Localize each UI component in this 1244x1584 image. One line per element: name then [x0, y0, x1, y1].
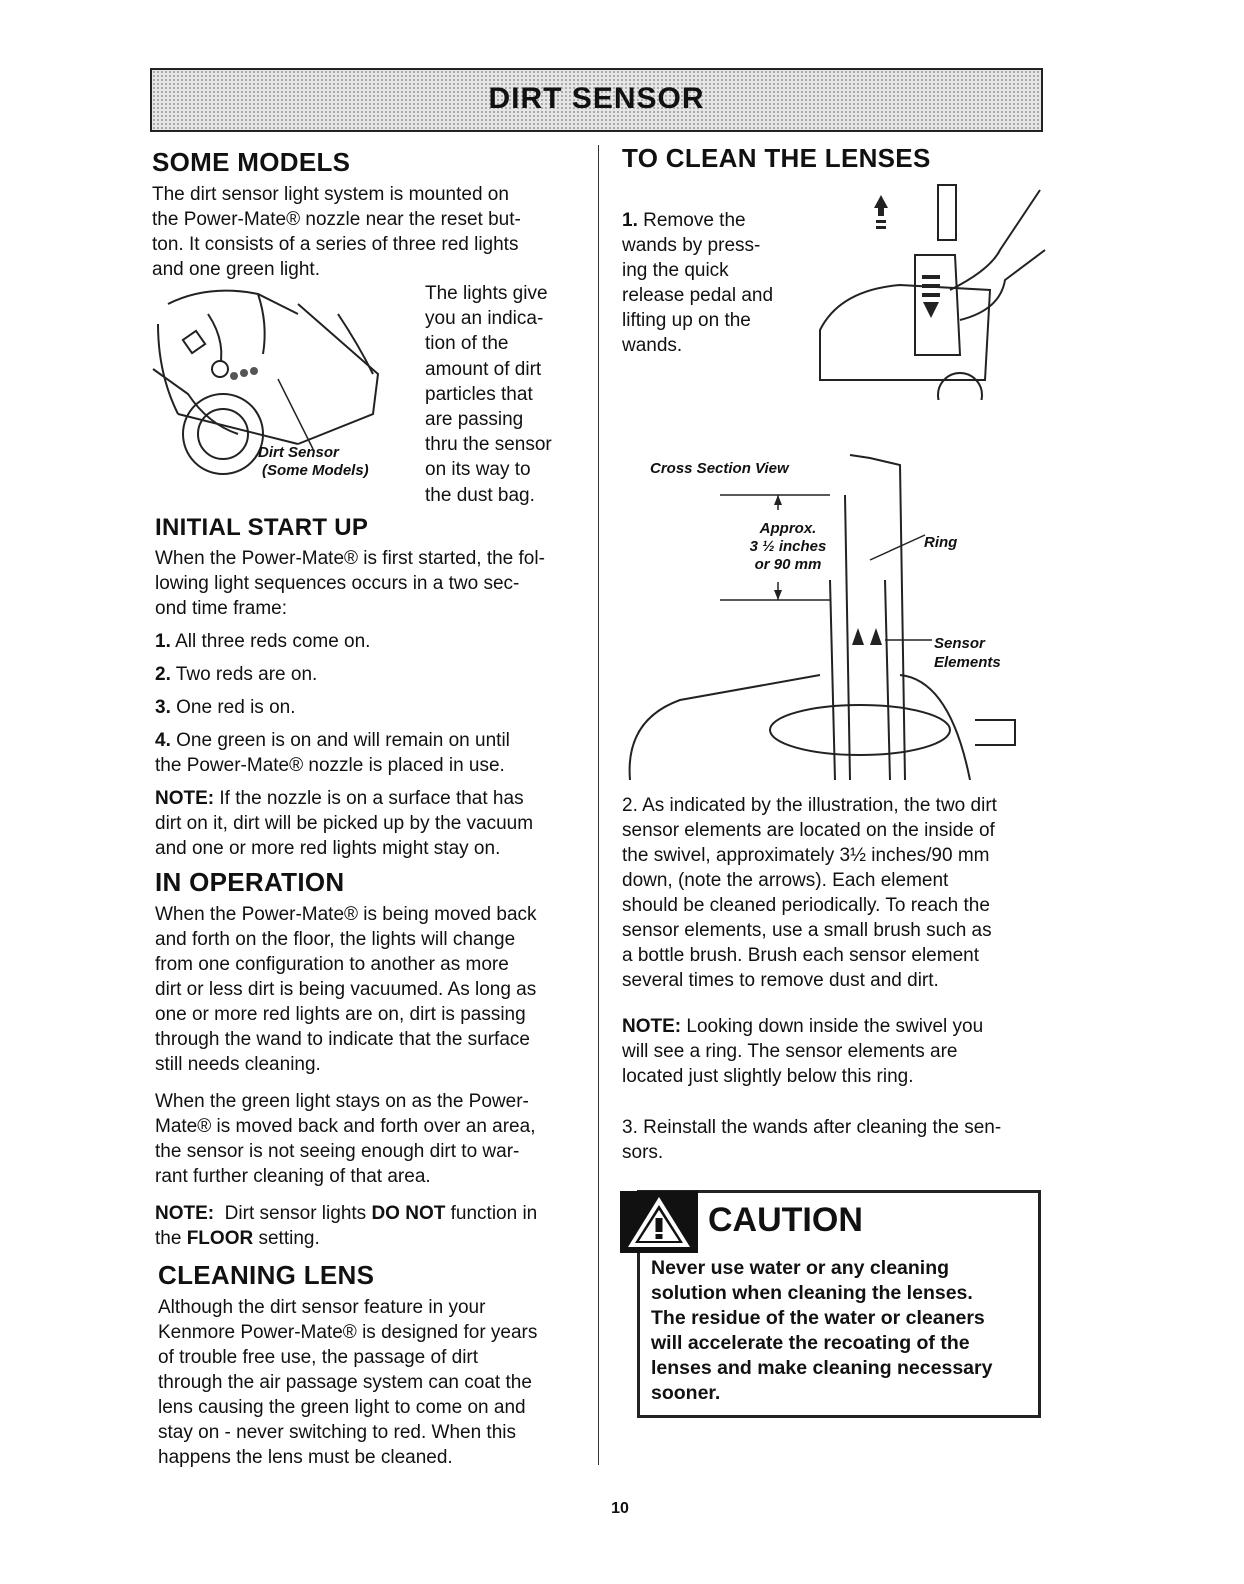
initial-start-section [155, 514, 585, 861]
step-4: 4. One green is on and will remain on until the Power-Mate® nozzle is placed in use. [155, 730, 510, 776]
approx-label: Approx. 3 ½ inches or 90 mm [749, 520, 827, 573]
dirt-sensor-label: Dirt Sensor [258, 444, 339, 461]
right-note: NOTE: Looking down inside the swivel you will see a ring. The sensor elements are located just slightly below this ring. [622, 1016, 984, 1087]
step-2: 2. Two reds are on. [155, 664, 318, 685]
section-banner [150, 68, 1043, 132]
sensor-elements-label: Sensor Elements [934, 635, 1001, 671]
some-models-section [152, 147, 582, 282]
some-models-intro: The dirt sensor light system is mounted on the Power-Mate® nozzle near the reset but- ton. It consists of a series of three red lights and one green light. [152, 184, 521, 280]
cleaning-lens-heading: CLEANING LENS [158, 1260, 375, 1290]
caution-icon-block [620, 1191, 698, 1253]
step-2-text: 2. As indicated by the illustration, the two dirt sensor elements are located on the inside of the swivel, approximately 3½ inches/90 mm down, (note the arrows). Each element should be cleaned periodically. To reach the sensor elements, use a small brush such as a bottle brush. Brush each sensor element several times to remove dust and dirt. [622, 795, 997, 991]
some-models-heading: SOME MODELS [152, 147, 351, 177]
in-operation-p1: When the Power-Mate® is being moved back and forth on the floor, the lights will change from one configuration to another as more dirt or less dirt is being vacuumed. As long as one or more red lights are on, dirt is passing through the wand to indicate that the surface still needs cleaning. [155, 904, 537, 1075]
cross-section-label: Cross Section View [650, 460, 789, 477]
cross-section-illustration [620, 450, 1020, 780]
wand-release-illustration [810, 180, 1050, 400]
clean-lenses-heading: TO CLEAN THE LENSES [622, 143, 931, 173]
step-1: 1. All three reds come on. [155, 631, 371, 652]
in-operation-note: NOTE: Dirt sensor lights DO NOT function in the FLOOR setting. [155, 1203, 538, 1249]
initial-start-note: NOTE: If the nozzle is on a surface that has dirt on it, dirt will be picked up by the vacuum and one or more red lights might stay on. [155, 788, 534, 859]
caution-title: CAUTION [708, 1201, 863, 1239]
step-1-remove-wands: 1. Remove the wands by press- ing the quick release pedal and lifting up on the wands. [622, 210, 774, 356]
in-operation-heading: IN OPERATION [155, 867, 345, 897]
lights-indication-text: The lights give you an indica- tion of the amount of dirt particles that are passing thru the sensor on its way to the dust bag. [425, 283, 552, 506]
in-operation-p2: When the green light stays on as the Power- Mate® is moved back and forth over an area, the sensor is not seeing enough dirt to war- rant further cleaning of that area. [155, 1091, 536, 1187]
ring-label: Ring [924, 534, 958, 551]
cleaning-lens-section [158, 1260, 588, 1470]
page-title: DIRT SENSOR [488, 82, 705, 115]
step-3: 3. One red is on. [155, 697, 296, 718]
caution-text: Never use water or any cleaning solution when cleaning the lenses. The residue of the water or cleaners will accelerate the recoating of the lenses and make cleaning necessary sooner. [651, 1257, 993, 1404]
step-3-text: 3. Reinstall the wands after cleaning the sen- sors. [622, 1117, 1002, 1163]
column-divider [598, 145, 599, 1465]
in-operation-section [155, 867, 585, 1251]
initial-start-heading: INITIAL START UP [155, 514, 369, 541]
warning-icon [620, 1191, 698, 1253]
page-number: 10 [611, 1500, 629, 1517]
cleaning-lens-text: Although the dirt sensor feature in your Kenmore Power-Mate® is designed for years of trouble free use, the passage of dirt through the air passage system can coat the lens causing the green light to come on and stay on - never switching to red. When this happens the lens must be cleaned. [158, 1297, 538, 1468]
some-models-label: (Some Models) [262, 462, 369, 479]
initial-start-intro: When the Power-Mate® is first started, the fol- lowing light sequences occurs in a two sec- ond time frame: [155, 548, 545, 619]
